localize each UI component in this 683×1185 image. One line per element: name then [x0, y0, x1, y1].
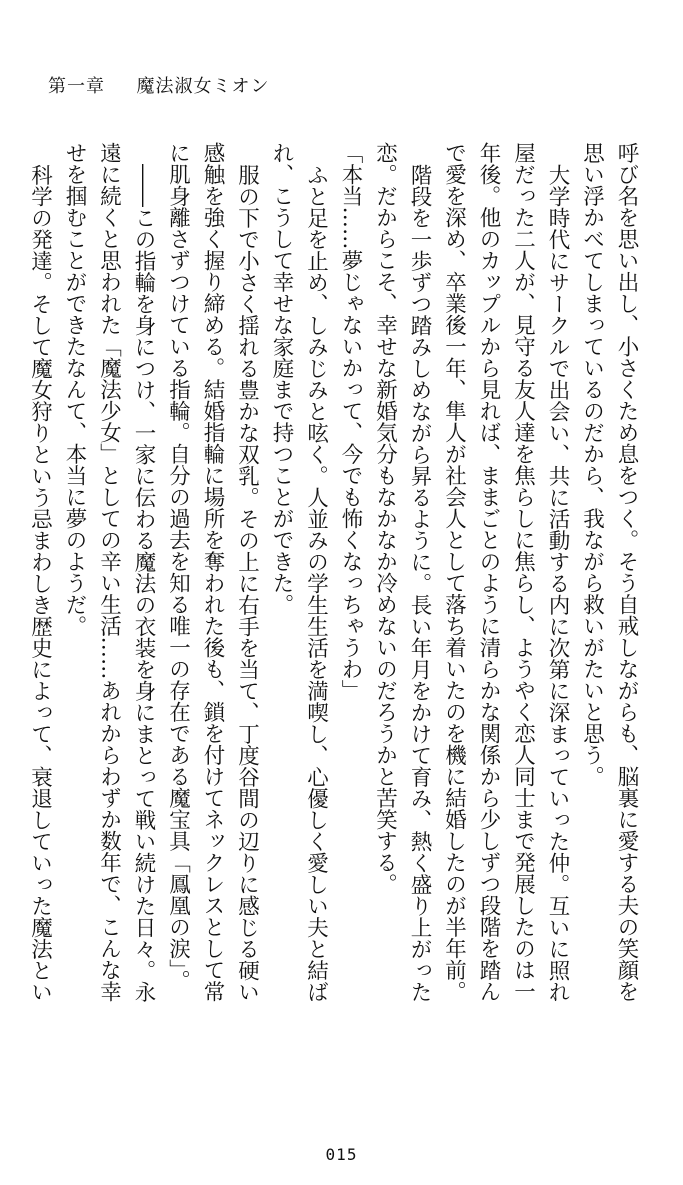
text-line: 恋。だからこそ、幸せな新婚気分もなかなか冷めないのだろうかと苦笑する。 [372, 142, 398, 895]
text-line: 遠に続くと思われた「魔法少女」としての辛い生活……あれからわずか数年で、こんな幸 [96, 142, 122, 1002]
text-line: に肌身離さずつけている指輪。自分の過去を知る唯一の存在である魔宝具「鳳凰の涙」。 [165, 142, 191, 992]
text-line: で愛を深め、卒業後一年、隼人が社会人として落ち着いたのを機に結婚したのが半年前。 [441, 142, 467, 1002]
running-header [48, 72, 269, 98]
text-line: ふと足を止め、しみじみと呟く。人並みの学生生活を満喫し、心優しく愛しい夫と結ば [303, 163, 329, 1002]
text-line: 屋だった二人が、見守る友人達を焦らしに焦らし、ようやく恋人同士まで発展したのは一 [510, 142, 536, 1002]
text-line: せを掴むことができたなんて、本当に夢のようだ。 [62, 142, 87, 637]
vertical-body-text [27, 142, 643, 1022]
text-line: 科学の発達。そして魔女狩りという忌まわしき歴史によって、衰退していった魔法とい [27, 163, 53, 1002]
text-line: 年後。他のカップルから見れば、ままごとのように清らかな関係から少しずつ段階を踏ん [476, 142, 501, 1002]
text-line: 大学時代にサークルで出会い、共に活動する内に次第に深まっていった仲。互いに照れ [545, 163, 570, 1002]
text-line: 思い浮かべてしまっているのだから、我ながら救いがたいと思う。 [579, 142, 605, 787]
text-line: 感触を強く握り締める。結婚指輪に場所を奪われた後も、鎖を付けてネックレスとして常 [200, 142, 225, 1002]
text-line: 「本当……夢じゃないかって、今でも怖くなっちゃうわ」 [338, 142, 363, 701]
text-line: 呼び名を思い出し、小さくため息をつく。そう自戒しながらも、脳裏に愛する夫の笑顔を [614, 142, 639, 1002]
text-line: 服の下で小さく揺れる豊かな双乳。その上に右手を当て、丁度谷間の辺りに感じる硬い [234, 163, 260, 1002]
text-line: ――この指輪を身につけ、一家に伝わる魔法の衣装を身にまとって戦い続けた日々。永 [131, 163, 156, 1002]
page-number: 015 [325, 1145, 358, 1164]
chapter-label: 第一章 [48, 76, 105, 97]
chapter-title: 魔法淑女ミオン [136, 76, 270, 97]
text-line: 階段を一歩ずつ踏みしめながら昇るように。長い年月をかけて育み、熱く盛り上がった [407, 163, 432, 1002]
text-line: れ、こうして幸せな家庭まで持つことができた。 [269, 142, 294, 615]
